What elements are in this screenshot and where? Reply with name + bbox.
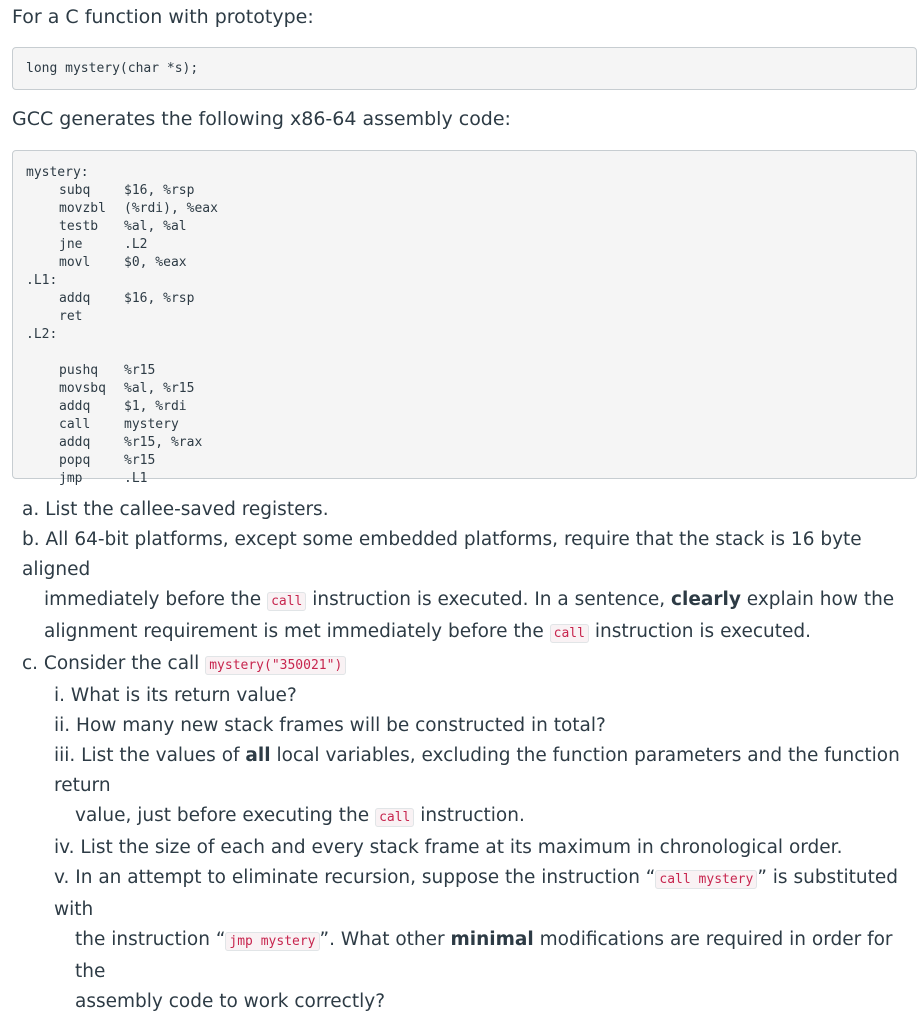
assembly-line [26,470,916,488]
intro-text: For a C function with prototype: [12,6,314,28]
assembly-line [26,434,916,452]
question-c-v-text-1: v. In an attempt to eliminate recursion, suppose the instruction “ [54,867,656,888]
assembly-operands: %r15 [124,453,156,468]
question-c-v-text-3: the instruction “ [75,929,226,950]
assembly-operands: $0, %eax [124,255,187,270]
assembly-operands: mystery [124,417,179,432]
assembly-label: mystery: [26,165,89,180]
question-b-text-3: instruction is executed. In a sentence, [306,589,672,610]
question-a-text: a. List the callee-saved registers. [22,499,329,520]
assembly-opcode: jne [59,237,83,252]
question-c-v-text-6: assembly code to work correctly? [75,991,386,1012]
assembly-line [26,326,916,344]
assembly-line [26,344,916,362]
question-c-iii-text-1: iii. List the values of [54,745,246,766]
assembly-opcode: movsbq [59,381,106,396]
prototype-code: long mystery(char *s); [26,61,199,76]
assembly-opcode: ret [59,309,83,324]
assembly-operands: .L2 [124,237,148,252]
assembly-line [26,416,916,434]
assembly-line [26,308,916,326]
bold-minimal: minimal [450,929,534,950]
inline-code-call-mystery: call mystery [655,870,757,889]
question-c-i-text: i. What is its return value? [54,685,297,706]
assembly-line [26,272,916,290]
assembly-operands: %al, %r15 [124,381,195,396]
question-c-v-text-4: ”. What other [319,929,451,950]
assembly-operands: $1, %rdi [124,399,187,414]
assembly-operands: %r15 [124,363,156,378]
question-c-iii-text-4: instruction. [414,805,525,826]
question-b-text-4: explain how the [740,589,895,610]
question-c [22,649,912,681]
bold-all: all [245,745,271,766]
assembly-line [26,218,916,236]
assembly-opcode: popq [59,453,91,468]
assembly-line [26,290,916,308]
inline-code-mystery-call: mystery("350021") [205,656,346,675]
question-c-i [22,681,912,711]
assembly-operands: $16, %rsp [124,291,195,306]
assembly-opcode: pushq [59,363,99,378]
prototype-code-block [12,47,917,90]
inline-code-jmp-mystery: jmp mystery [225,932,319,951]
assembly-opcode: addq [59,399,91,414]
gcc-text: GCC generates the following x86-64 assembly code: [12,108,511,130]
assembly-code-block [12,150,917,486]
assembly-opcode: jmp [59,471,83,486]
assembly-opcode: movzbl [59,201,106,216]
assembly-line [26,398,916,416]
inline-code-call: call [375,808,414,827]
question-c-iii [22,741,912,833]
bold-clearly: clearly [671,589,741,610]
assembly-opcode: call [59,417,91,432]
question-b-text-2: immediately before the [44,589,262,610]
assembly-line [26,452,916,470]
assembly-operands: %r15, %rax [124,435,203,450]
assembly-line [26,362,916,380]
assembly-operands: (%rdi), %eax [124,201,218,216]
assembly-line [26,182,916,200]
assembly-opcode: movl [59,255,91,270]
inline-code-call: call [550,624,589,643]
assembly-opcode: addq [59,435,91,450]
question-c-v-text-2: ” is substituted with [54,867,898,920]
assembly-operands: .L1 [124,471,148,486]
assembly-line [26,380,916,398]
question-b-text-6: instruction is executed. [588,621,812,642]
question-b-line-1: b. All 64-bit platforms, except some embedded platforms, require that the stack is 16 byte aligned [22,529,862,580]
assembly-line [26,200,916,218]
question-c-iii-text-3: value, just before executing the [75,805,370,826]
question-c-v-text-5: modifications are required in order for the [75,929,893,982]
question-c-text: c. Consider the call [22,653,200,674]
question-b [22,525,912,649]
question-b-text-5: alignment requirement is met immediately before the [44,621,544,642]
question-c-iv [22,833,912,863]
assembly-line [26,236,916,254]
question-a [22,495,912,525]
assembly-line [26,254,916,272]
assembly-opcode: subq [59,183,91,198]
question-c-v [22,863,912,1017]
assembly-operands: $16, %rsp [124,183,195,198]
assembly-opcode: addq [59,291,91,306]
assembly-line [26,164,916,182]
question-c-iii-text-2: local variables, excluding the function parameters and the function return [54,745,900,796]
question-c-ii [22,711,912,741]
assembly-label: .L2: [26,327,58,342]
question-list [22,495,912,1017]
inline-code-call: call [267,592,306,611]
assembly-label: .L1: [26,273,58,288]
assembly-operands: %al, %al [124,219,187,234]
question-c-ii-text: ii. How many new stack frames will be constructed in total? [54,715,606,736]
assembly-opcode: testb [59,219,99,234]
question-c-iv-text: iv. List the size of each and every stack frame at its maximum in chronological order. [54,837,843,858]
